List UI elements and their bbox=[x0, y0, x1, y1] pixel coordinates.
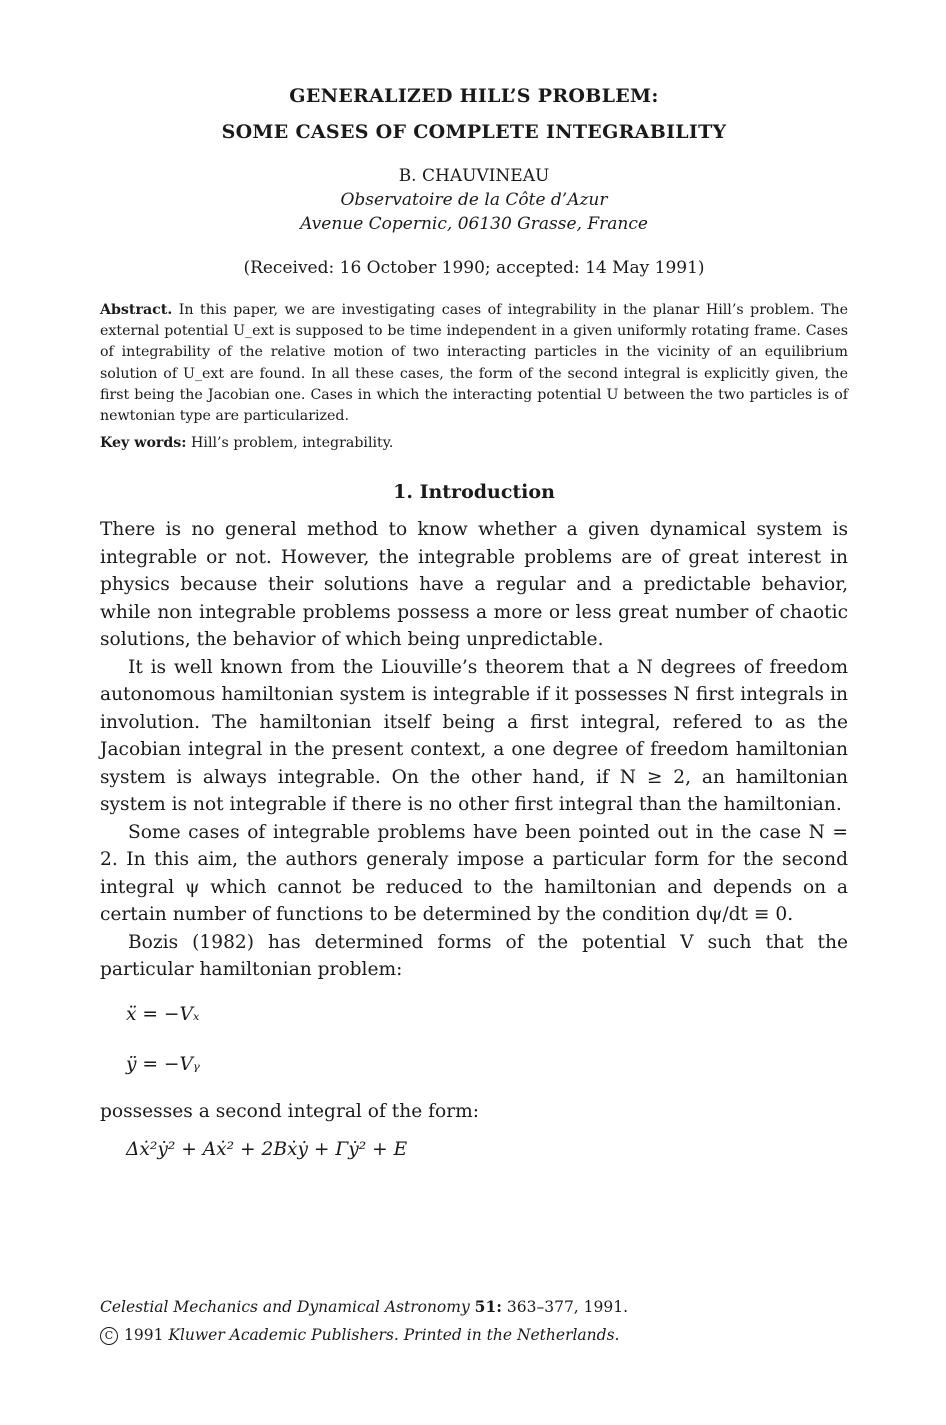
equation-1: ẍ = −Vₓ bbox=[126, 1003, 200, 1025]
section-number: 1. bbox=[393, 481, 413, 504]
section-title: Introduction bbox=[419, 481, 555, 504]
received-dates: (Received: 16 October 1990; accepted: 14 May 1991) bbox=[243, 258, 705, 278]
author-affiliation-1: Observatoire de la Côte d’Azur bbox=[340, 190, 608, 210]
publisher: Kluwer Academic Publishers. Printed in the Netherlands. bbox=[168, 1326, 620, 1344]
keywords bbox=[100, 433, 848, 454]
journal-volume: 51: bbox=[474, 1297, 502, 1316]
abstract-label: Abstract. bbox=[100, 302, 173, 318]
paper-title bbox=[100, 78, 848, 150]
abstract bbox=[100, 300, 848, 427]
body-text-2 bbox=[100, 1098, 848, 1126]
paragraph-1: There is no general method to know whether a given dynamical system is integrable or not. However, the integrable problems are of great interest in physics because their solutions have a regular and a predictable behavior, while non integrable problems possess a more or less great number of chaotic solutions, the behavior of which being unpredictable. bbox=[100, 519, 848, 651]
journal-citation bbox=[100, 1293, 848, 1321]
section-heading bbox=[100, 478, 848, 506]
abstract-text: In this paper, we are investigating cases of integrability in the planar Hill’s problem. The external potential U_ext is supposed to be time independent in a given uniformly rotating frame. Cases of integrability of the relative motion of two interacting particles in the vicinity of an equilibrium solution of U_ext are found. In all these cases, the form of the second integral is explicitly given, the first being the Jacobian one. Cases in which the interacting potential U between the two particles is of newtonian type are particularized. bbox=[100, 302, 849, 425]
equation-block bbox=[100, 990, 848, 1090]
title-line-1: GENERALIZED HILL’S PROBLEM: bbox=[289, 85, 659, 107]
author-affiliation-2: Avenue Copernic, 06130 Grasse, France bbox=[300, 214, 648, 234]
paragraph-3: Some cases of integrable problems have been pointed out in the case N = 2. In this aim, the authors generaly impose a particular form for the second integral ψ which cannot be reduced to the hamiltonian and depends on a certain number of functions to be determined by the condition dψ/dt ≡ 0. bbox=[100, 821, 848, 926]
paragraph-2: It is well known from the Liouville’s theorem that a N degrees of freedom autonomous hamiltonian system is integrable if it possesses N first integrals in involution. The hamiltonian itself being a first integral, refered to as the Jacobian integral in the present context, a one degree of freedom hamiltonian system is always integrable. On the other hand, if N ≥ 2, an hamiltonian system is not integrable if there is no other first integral than the hamiltonian. bbox=[100, 656, 848, 816]
journal-name: Celestial Mechanics and Dynamical Astronomy bbox=[100, 1298, 470, 1316]
keywords-text: Hill’s problem, integrability. bbox=[191, 435, 394, 452]
paragraph-5: possesses a second integral of the form: bbox=[100, 1100, 480, 1122]
page-footer bbox=[100, 1293, 848, 1349]
equation-block-2 bbox=[100, 1125, 848, 1175]
body-text bbox=[100, 516, 848, 984]
keywords-label: Key words: bbox=[100, 435, 187, 452]
equation-2: ÿ = −Vᵧ bbox=[126, 1053, 200, 1075]
copyright-year: 1991 bbox=[124, 1326, 164, 1344]
equation-3: Δẋ²ẏ² + Aẋ² + 2Bẋẏ + Γẏ² + E bbox=[126, 1139, 408, 1161]
paragraph-4: Bozis (1982) has determined forms of the potential V such that the particular hamiltonian problem: bbox=[100, 931, 848, 981]
author-name: B. CHAUVINEAU bbox=[398, 166, 550, 186]
journal-pages: 363–377, 1991. bbox=[506, 1298, 629, 1316]
title-line-2: SOME CASES OF COMPLETE INTEGRABILITY bbox=[221, 121, 727, 143]
copyright-line bbox=[100, 1321, 848, 1349]
paper-page bbox=[100, 78, 848, 1175]
copyright-icon: C bbox=[100, 1327, 118, 1345]
